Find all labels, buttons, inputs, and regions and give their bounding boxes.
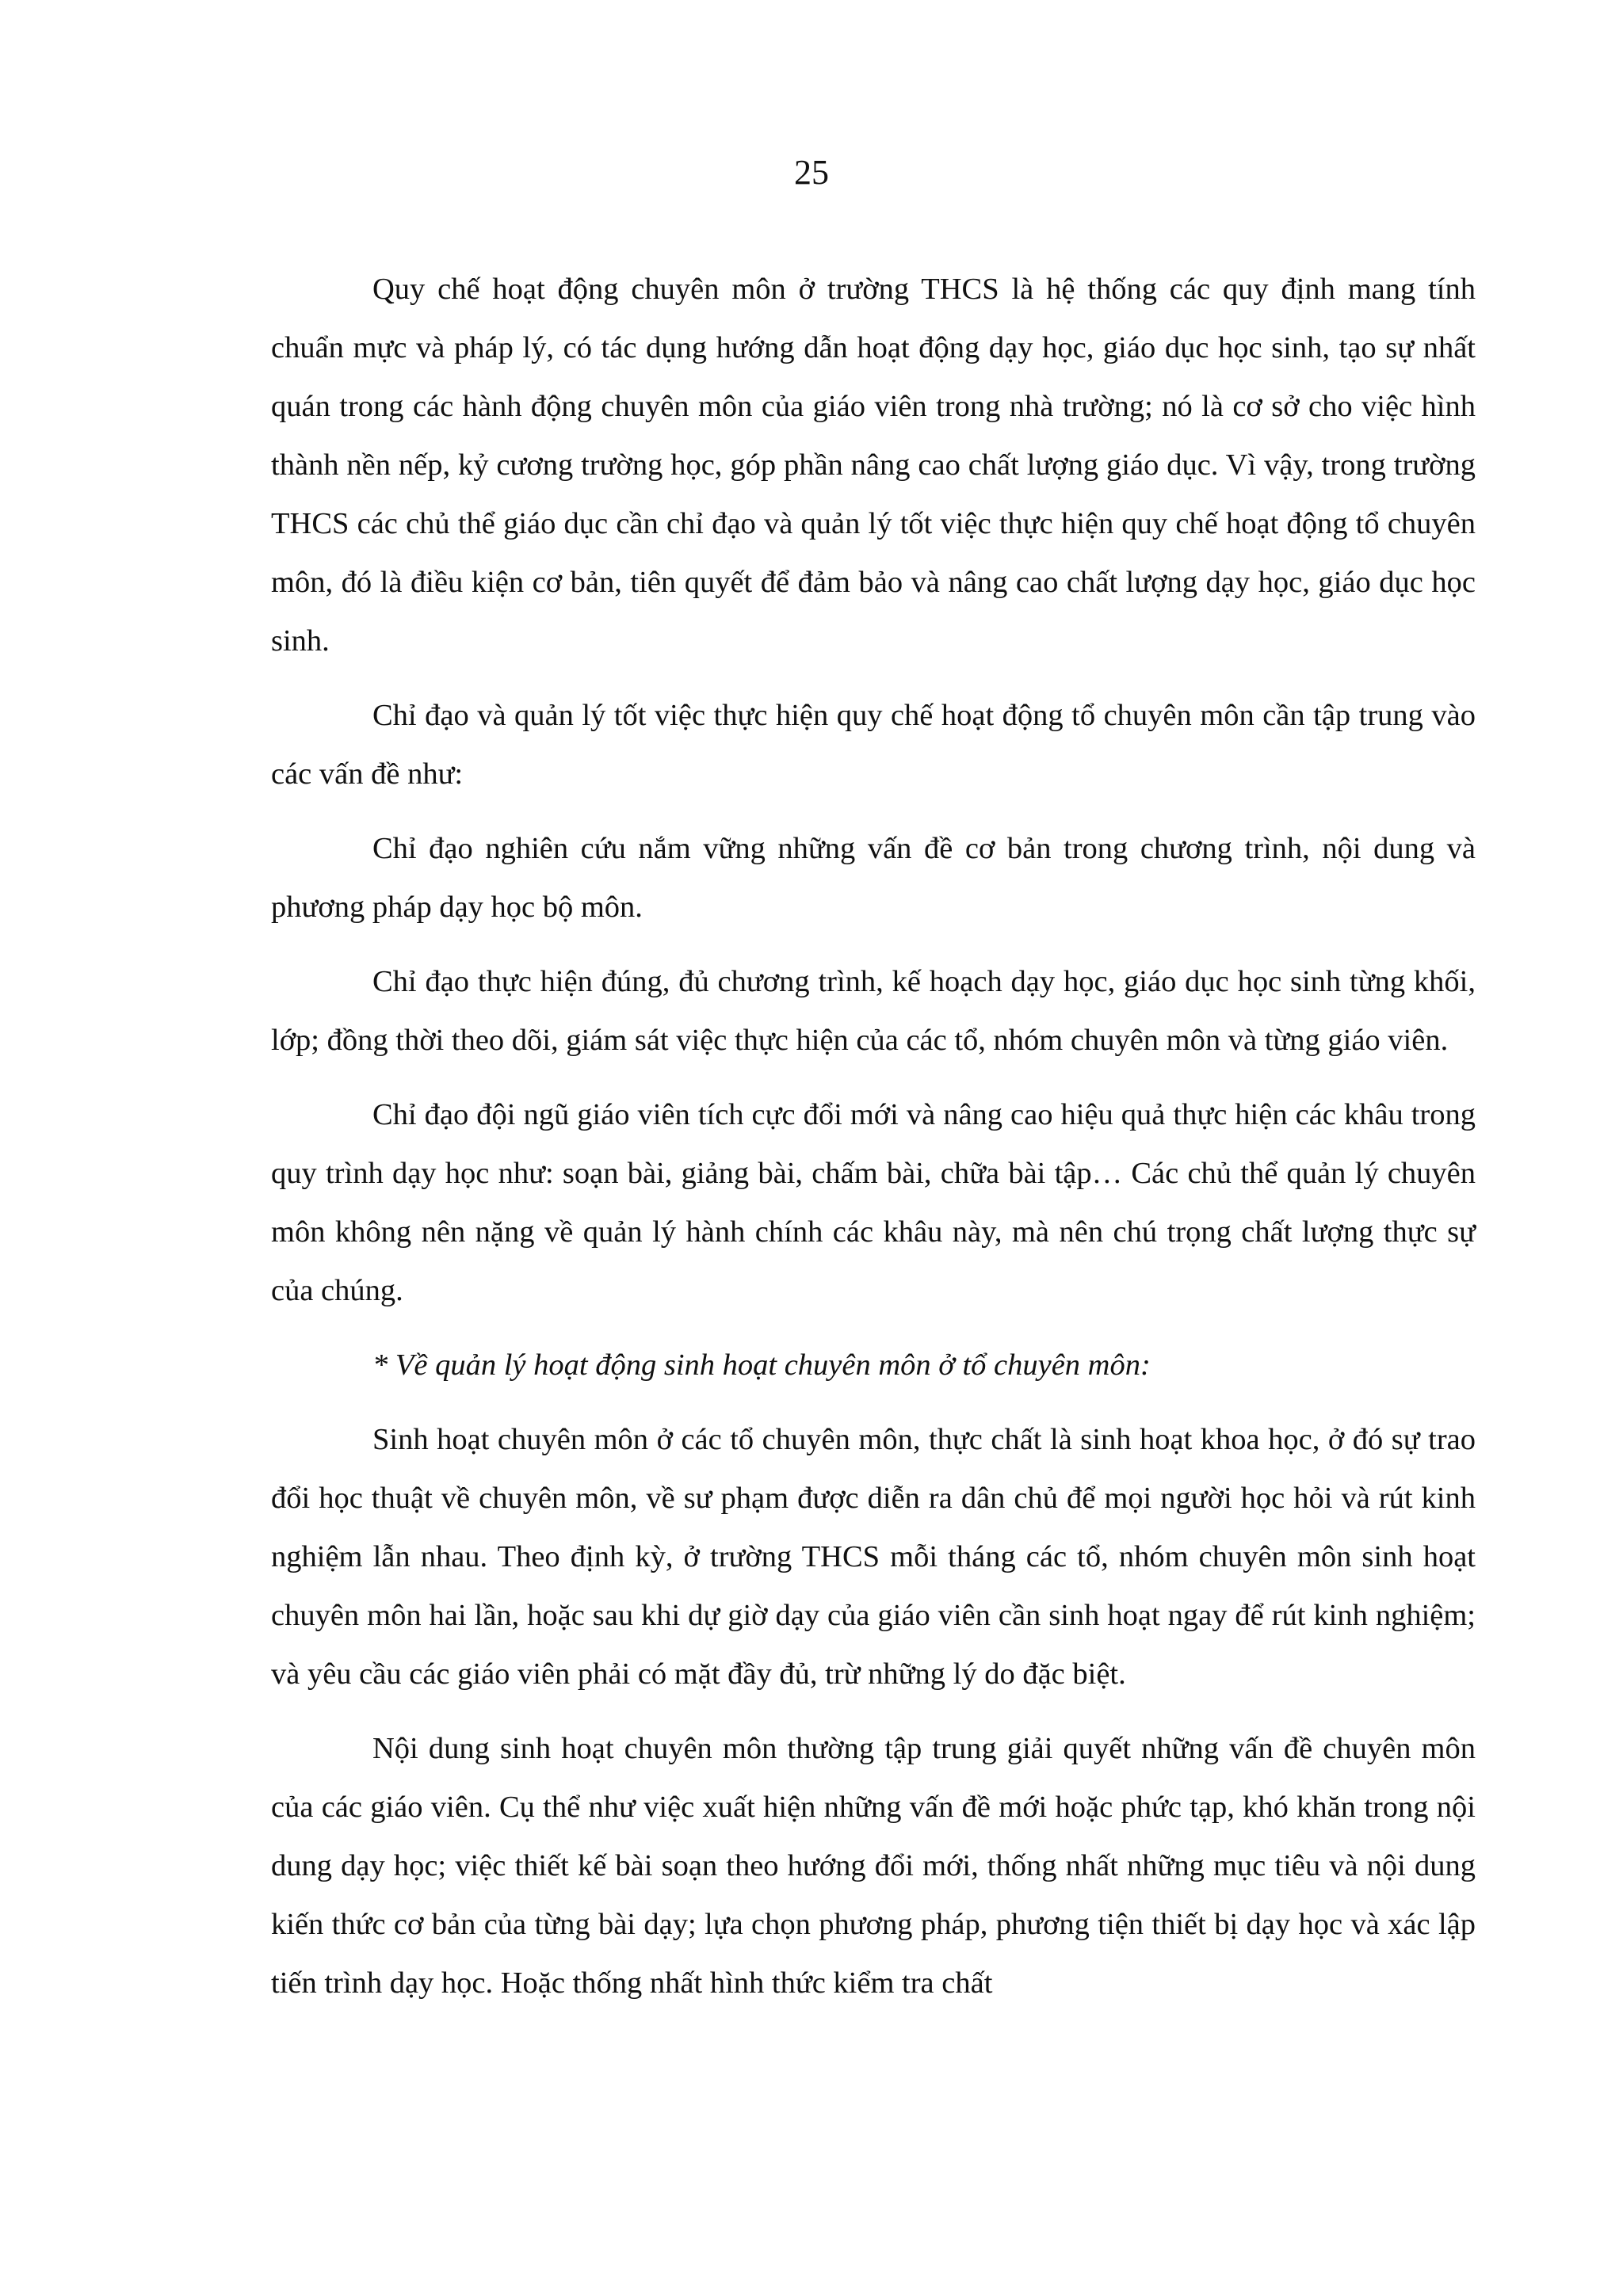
paragraph-nghien-cuu: Chỉ đạo nghiên cứu nắm vững những vấn đề cơ bản trong chương trình, nội dung và phương pháp dạy học bộ môn. [271, 832, 1476, 924]
paragraph-quy-che-overview: Quy chế hoạt động chuyên môn ở trường THCS là hệ thống các quy định mang tính chuẩn mực và pháp lý, có tác dụng hướng dẫn hoạt động dạy học, giáo dục học sinh, tạo sự nhất quán trong các hành động chuyên môn của giáo viên trong nhà trường; nó là cơ sở cho việc hình thành nền nếp, kỷ cương trường học, góp phần nâng cao chất lượng giáo dục. Vì vậy, trong trường THCS các chủ thể giáo dục cần chỉ đạo và quản lý tốt việc thực hiện quy chế hoạt động tổ chuyên môn, đó là điều kiện cơ bản, tiên quyết để đảm bảo và nâng cao chất lượng dạy học, giáo dục học sinh. [271, 273, 1476, 658]
page-number: 25 [794, 153, 829, 192]
section-heading-sinh-hoat: * Về quản lý hoạt động sinh hoạt chuyên môn ở tổ chuyên môn: [372, 1348, 1151, 1382]
paragraph-thuc-hien-chuong-trinh: Chỉ đạo thực hiện đúng, đủ chương trình, kế hoạch dạy học, giáo dục học sinh từng khối, lớp; đồng thời theo dõi, giám sát việc thực hiện của các tổ, nhóm chuyên môn và từng giáo viên. [271, 965, 1476, 1057]
paragraph-doi-moi-quy-trinh: Chỉ đạo đội ngũ giáo viên tích cực đổi mới và nâng cao hiệu quả thực hiện các khâu trong quy trình dạy học như: soạn bài, giảng bài, chấm bài, chữa bài tập… Các chủ thể quản lý chuyên môn không nên nặng về quản lý hành chính các khâu này, mà nên chú trọng chất lượng thực sự của chúng. [271, 1098, 1476, 1307]
document-body [271, 260, 1476, 2028]
paragraph-chi-dao-intro: Chỉ đạo và quản lý tốt việc thực hiện quy chế hoạt động tổ chuyên môn cần tập trung vào các vấn đề như: [271, 699, 1476, 791]
paragraph-noi-dung-sinh-hoat: Nội dung sinh hoạt chuyên môn thường tập trung giải quyết những vấn đề chuyên môn của các giáo viên. Cụ thể như việc xuất hiện những vấn đề mới hoặc phức tạp, khó khăn trong nội dung dạy học; việc thiết kế bài soạn theo hướng đổi mới, thống nhất những mục tiêu và nội dung kiến thức cơ bản của từng bài dạy; lựa chọn phương pháp, phương tiện thiết bị dạy học và xác lập tiến trình dạy học. Hoặc thống nhất hình thức kiểm tra chất [271, 1732, 1476, 2000]
paragraph-sinh-hoat-khoa-hoc: Sinh hoạt chuyên môn ở các tổ chuyên môn, thực chất là sinh hoạt khoa học, ở đó sự trao đổi học thuật về chuyên môn, về sư phạm được diễn ra dân chủ để mọi người học hỏi và rút kinh nghiệm lẫn nhau. Theo định kỳ, ở trường THCS mỗi tháng các tổ, nhóm chuyên môn sinh hoạt chuyên môn hai lần, hoặc sau khi dự giờ dạy của giáo viên cần sinh hoạt ngay để rút kinh nghiệm; và yêu cầu các giáo viên phải có mặt đầy đủ, trừ những lý do đặc biệt. [271, 1423, 1476, 1691]
